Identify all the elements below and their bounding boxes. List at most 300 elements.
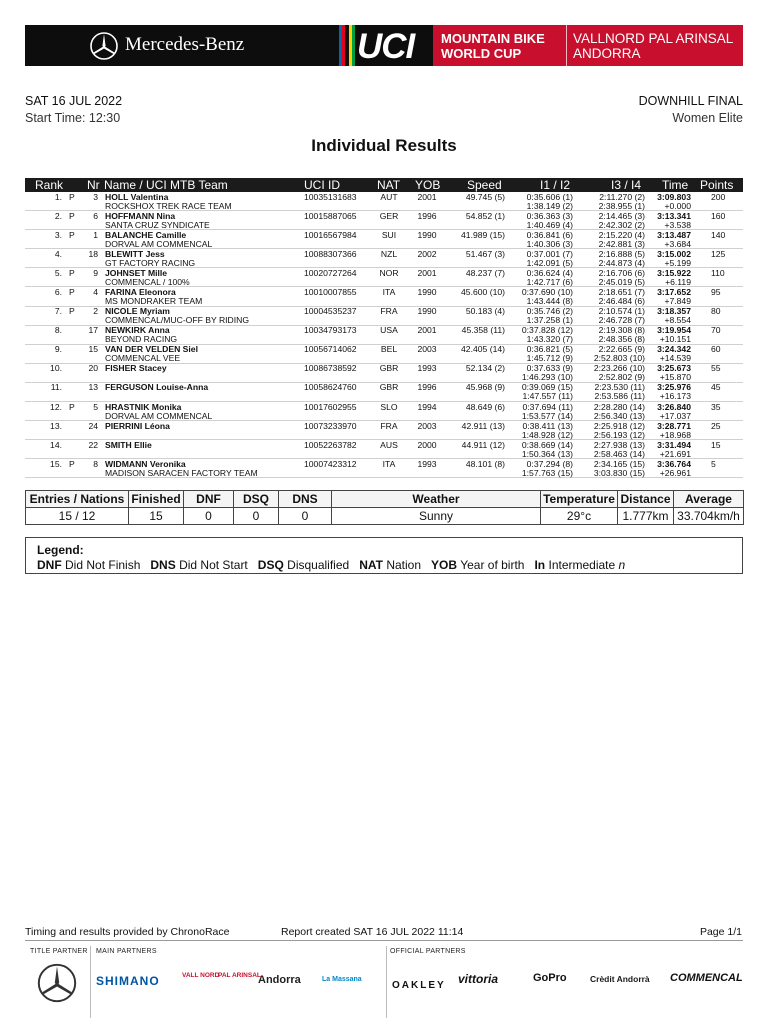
cell-uci-id: 10020727264 (304, 267, 357, 278)
cell-name: HOLL Valentina (105, 191, 169, 202)
page-title: Individual Results (311, 136, 457, 155)
vallnord-logo: VALL NORD (182, 972, 220, 979)
cell-i3: 2:23.530 (11) (594, 382, 645, 393)
cell-i1: 0:38.669 (14) (521, 439, 573, 450)
cell-points: 45 (711, 382, 721, 393)
cell-p: P (69, 306, 75, 317)
cell-i4: 3:03.830 (15) (593, 467, 645, 478)
cell-nr: 24 (88, 420, 98, 431)
cell-team: COMMENCAL/MUC-OFF BY RIDING (105, 315, 250, 326)
cell-uci-id: 10052263782 (304, 439, 357, 450)
cell-i4: 2:42.881 (3) (598, 238, 645, 249)
cell-rank: 4. (54, 248, 62, 259)
cell-time: 3:15.922 (657, 267, 691, 278)
cell-name: JOHNSET Mille (105, 267, 168, 278)
results-table (25, 192, 743, 478)
cell-name: BLEWITT Jess (105, 248, 165, 259)
cell-gap: +8.554 (664, 315, 691, 326)
cell-time: 3:17.652 (657, 286, 691, 297)
race-date: SAT 16 JUL 2022 (25, 94, 123, 108)
cell-nr: 20 (88, 363, 98, 374)
sponsor-name: Mercedes-Benz (125, 34, 245, 55)
cell-rank: 2. (54, 210, 62, 221)
event-name (433, 25, 566, 66)
stats-header: Weather (332, 491, 541, 508)
col-nr: Nr (87, 178, 100, 192)
table-row (25, 287, 743, 306)
cell-rank: 11. (50, 382, 62, 393)
table-row (25, 402, 743, 421)
cell-points: 140 (711, 229, 726, 240)
cell-i2: 1:48.928 (12) (521, 429, 573, 440)
cell-gap: +16.173 (659, 391, 691, 402)
commencal-logo: COMMENCAL (670, 972, 743, 984)
stats-temperature: 29°c (541, 508, 618, 525)
cell-i2: 1:57.763 (15) (521, 467, 573, 478)
col-nat: NAT (377, 178, 401, 192)
event-venue (566, 25, 743, 66)
start-time: Start Time: 12:30 (25, 111, 121, 125)
cell-rank: 7. (54, 306, 62, 317)
cell-yob: 2000 (417, 439, 437, 450)
legend-desc: Nation (386, 558, 422, 572)
cell-yob: 1990 (417, 229, 437, 240)
cell-time: 3:31.494 (657, 439, 691, 450)
cell-p: P (69, 229, 75, 240)
cell-i2: 1:38.149 (2) (526, 200, 573, 211)
cell-gap: +3.684 (664, 238, 691, 249)
cell-team: ROCKSHOX TREK RACE TEAM (105, 200, 232, 211)
cell-i1: 0:36.841 (6) (526, 229, 573, 240)
cell-i3: 2:11.270 (2) (599, 191, 645, 202)
official-partners-label: OFFICIAL PARTNERS (390, 948, 466, 955)
timing-credit: Timing and results provided by ChronoRace (25, 926, 230, 938)
cell-speed: 54.852 (1) (465, 210, 505, 221)
cell-yob: 2003 (417, 344, 437, 355)
cell-speed: 45.600 (10) (461, 286, 505, 297)
cell-team: DORVAL AM COMMENCAL (105, 410, 213, 421)
col-yob: YOB (415, 178, 441, 192)
cell-yob: 1993 (417, 363, 437, 374)
title-partner-label: TITLE PARTNER (30, 948, 88, 955)
venue-line2: ANDORRA (573, 46, 641, 61)
cell-team: DORVAL AM COMMENCAL (105, 238, 213, 249)
cell-i2: 1:42.091 (5) (526, 257, 573, 268)
col-points: Points (700, 178, 734, 192)
stats-finished: 15 (129, 508, 184, 525)
cell-i3: 2:10.574 (1) (598, 306, 645, 317)
cell-i2: 1:50.364 (13) (521, 448, 573, 459)
table-row (25, 249, 743, 268)
cell-gap: +14.539 (659, 353, 691, 364)
cell-uci-id: 10086738592 (304, 363, 357, 374)
cell-points: 60 (711, 344, 721, 355)
cell-uci-id: 10017602955 (304, 401, 357, 412)
cell-i1: 0:37.633 (9) (526, 363, 573, 374)
cell-i4: 2:52.803 (10) (593, 353, 645, 364)
cell-nat: SUI (381, 229, 397, 240)
cell-points: 125 (711, 248, 726, 259)
cell-i3: 2:16.706 (6) (598, 267, 645, 278)
cell-i1: 0:37.294 (8) (526, 458, 573, 469)
shimano-logo: SHIMANO (96, 974, 160, 988)
credit-andorra-logo: Crèdit Andorrà (590, 974, 650, 984)
cell-rank: 9. (54, 344, 62, 355)
cell-i3: 2:22.665 (9) (598, 344, 645, 355)
cell-nat: NOR (379, 267, 399, 278)
col-uci-id: UCI ID (304, 178, 340, 192)
table-row (25, 230, 743, 249)
legend-suffix: n (618, 558, 626, 572)
cell-speed: 48.649 (6) (465, 401, 505, 412)
cell-team: MADISON SARACEN FACTORY TEAM (105, 467, 258, 478)
cell-nat: BEL (380, 344, 398, 355)
stats-weather: Sunny (332, 508, 541, 525)
cell-nat: FRA (380, 420, 398, 431)
cell-name: HOFFMANN Nina (105, 210, 176, 221)
cell-i4: 2:44.873 (4) (598, 257, 645, 268)
stats-dsq: 0 (234, 508, 279, 525)
col-time: Time (662, 178, 689, 192)
col-speed: Speed (467, 178, 502, 192)
cell-nat: GBR (379, 382, 399, 393)
cell-name: FISHER Stacey (105, 363, 167, 374)
cell-rank: 15. (50, 458, 62, 469)
cell-rank: 5. (54, 267, 62, 278)
cell-name: HRASTNIK Monika (105, 401, 182, 412)
cell-i1: 0:35.746 (2) (526, 306, 573, 317)
cell-uci-id: 10010007855 (304, 286, 357, 297)
cell-nr: 13 (88, 382, 98, 393)
cell-gap: +21.691 (659, 448, 691, 459)
cell-nr: 22 (88, 439, 98, 450)
cell-speed: 42.911 (13) (461, 420, 505, 431)
cell-gap: +6.119 (665, 276, 691, 287)
cell-speed: 42.405 (14) (461, 344, 505, 355)
cell-i3: 2:28.280 (14) (593, 401, 645, 412)
page-number: Page 1/1 (699, 926, 742, 938)
cell-gap: +17.037 (659, 410, 691, 421)
cell-name: SMITH Ellie (105, 439, 152, 450)
stats-dns: 0 (279, 508, 332, 525)
cell-time: 3:13.487 (657, 229, 691, 240)
cell-name: NEWKIRK Anna (105, 325, 170, 336)
cell-rank: 3. (54, 229, 62, 240)
cell-yob: 1996 (417, 382, 437, 393)
cell-i3: 2:16.888 (5) (598, 248, 645, 259)
col-rank: Rank (35, 178, 64, 192)
cell-i1: 0:39.069 (15) (521, 382, 573, 393)
cell-i2: 1:46.293 (10) (521, 372, 573, 383)
stats-header: Temperature (541, 491, 618, 508)
cell-i2: 1:40.469 (4) (526, 219, 573, 230)
cell-i4: 2:53.586 (11) (594, 391, 645, 402)
cell-gap: +26.961 (659, 467, 691, 478)
cell-nat: AUS (380, 439, 398, 450)
event-name-line2: WORLD CUP (441, 46, 522, 61)
race-name: DOWNHILL FINAL (638, 94, 743, 108)
cell-i4: 2:58.463 (14) (593, 448, 645, 459)
footer-divider (25, 940, 743, 941)
cell-nat: AUT (380, 191, 398, 202)
table-row (25, 268, 743, 287)
oakley-logo: OAKLEY (392, 980, 446, 991)
stats-header-row (26, 491, 744, 508)
cell-points: 80 (711, 306, 721, 317)
cell-points: 95 (711, 286, 721, 297)
report-created: Report created SAT 16 JUL 2022 11:14 (281, 926, 464, 938)
vittoria-logo: vittoria (458, 972, 499, 986)
table-row (25, 326, 743, 345)
cell-rank: 10. (50, 363, 62, 374)
cell-nat: FRA (380, 306, 398, 317)
partner-divider (90, 946, 91, 1018)
mercedes-star-icon (36, 962, 78, 1004)
cell-name: BALANCHE Camille (105, 229, 187, 240)
cell-gap: +3.538 (664, 219, 691, 230)
cell-i3: 2:15.220 (4) (598, 229, 645, 240)
cell-yob: 2002 (417, 248, 437, 259)
cell-speed: 41.989 (15) (461, 229, 505, 240)
cell-i2: 1:47.557 (11) (522, 391, 573, 402)
legend-desc: Disqualified (287, 558, 350, 572)
table-row (25, 345, 743, 364)
cell-i4: 2:52.802 (9) (598, 372, 645, 383)
cell-name: NICOLE Myriam (105, 306, 170, 317)
cell-i1: 0:38.411 (13) (522, 420, 573, 431)
cell-i2: 1:40.306 (3) (526, 238, 573, 249)
legend-abbr: In (534, 558, 546, 572)
cell-i1: 0:36.363 (3) (526, 210, 573, 221)
cell-time: 3:25.976 (657, 382, 691, 393)
cell-speed: 45.358 (11) (461, 325, 505, 336)
cell-points: 35 (711, 401, 721, 412)
cell-uci-id: 10016567984 (304, 229, 357, 240)
la-massana-logo: La Massana (322, 976, 362, 983)
cell-yob: 2001 (417, 191, 437, 202)
cell-gap: +10.151 (659, 334, 691, 345)
cell-nr: 4 (93, 286, 98, 297)
stats-header: DSQ (234, 491, 279, 508)
results-header (25, 178, 743, 192)
stats-header: Average (674, 491, 744, 508)
legend-desc: Did Not Finish (65, 558, 141, 572)
cell-time: 3:18.357 (657, 306, 691, 317)
cell-time: 3:28.771 (657, 420, 691, 431)
table-row (25, 459, 743, 478)
cell-name: VAN DER VELDEN Siel (105, 344, 198, 355)
cell-time: 3:25.673 (657, 363, 691, 374)
cell-uci-id: 10034793173 (304, 325, 357, 336)
cell-i1: 0:37.001 (7) (526, 248, 573, 259)
cell-i1: 0:36.821 (5) (526, 344, 573, 355)
cell-nr: 9 (93, 267, 98, 278)
cell-points: 110 (711, 267, 725, 278)
cell-rank: 6. (54, 286, 62, 297)
cell-i3: 2:34.165 (15) (593, 458, 645, 469)
cell-gap: +5.199 (664, 257, 691, 268)
uci-logo: UCI (357, 27, 415, 66)
cell-nat: USA (380, 325, 398, 336)
cell-i1: 0:37.694 (11) (522, 401, 573, 412)
cell-gap: +7.849 (664, 295, 691, 306)
legend-abbr: DSQ (257, 558, 284, 572)
table-row (25, 307, 743, 326)
cell-points: 160 (711, 210, 726, 221)
cell-team: BEYOND RACING (105, 334, 178, 345)
cell-speed: 45.968 (9) (465, 382, 505, 393)
col-name: Name / UCI MTB Team (104, 178, 228, 192)
cell-i2: 1:43.320 (7) (526, 334, 573, 345)
cell-nr: 3 (93, 191, 98, 202)
cell-uci-id: 10015887065 (304, 210, 357, 221)
cell-nr: 5 (93, 401, 98, 412)
cell-uci-id: 10056714062 (304, 344, 357, 355)
cell-p: P (69, 267, 75, 278)
cell-name: FERGUSON Louise-Anna (105, 382, 209, 393)
cell-nr: 17 (88, 325, 98, 336)
cell-i3: 2:14.465 (3) (598, 210, 645, 221)
stats-header: Entries / Nations (26, 491, 129, 508)
legend-items (37, 558, 625, 572)
cell-team: SANTA CRUZ SYNDICATE (105, 219, 210, 230)
cell-gap: +18.968 (659, 429, 691, 440)
cell-time: 3:13.341 (657, 210, 691, 221)
cell-gap: +0.000 (664, 200, 691, 211)
cell-speed: 52.134 (2) (465, 363, 505, 374)
cell-team: COMMENCAL VEE (105, 353, 181, 364)
cell-nr: 2 (93, 306, 98, 317)
legend-abbr: NAT (359, 558, 383, 572)
cell-nat: GBR (379, 363, 399, 374)
cell-gap: +15.870 (659, 372, 691, 383)
cell-i4: 2:46.728 (7) (598, 315, 645, 326)
table-row (25, 421, 743, 440)
legend-abbr: YOB (431, 558, 458, 572)
stats-header: Distance (618, 491, 674, 508)
cell-nat: SLO (380, 401, 398, 412)
cell-speed: 48.101 (8) (465, 458, 505, 469)
cell-i2: 1:37.258 (1) (526, 315, 573, 326)
event-name-line1: MOUNTAIN BIKE (441, 31, 545, 46)
legend-abbr: DNS (150, 558, 176, 572)
cell-speed: 44.911 (12) (461, 439, 505, 450)
cell-yob: 1990 (417, 306, 437, 317)
legend-desc: Did Not Start (179, 558, 248, 572)
cell-nat: ITA (382, 286, 396, 297)
cell-yob: 2001 (417, 325, 437, 336)
cell-rank: 8. (54, 325, 62, 336)
stats-header: Finished (129, 491, 184, 508)
event-banner (25, 25, 743, 66)
cell-nr: 1 (93, 229, 98, 240)
cell-time: 3:24.342 (657, 344, 691, 355)
cell-i3: 2:18.651 (7) (598, 286, 645, 297)
cell-rank: 1. (54, 191, 62, 202)
cell-p: P (69, 191, 75, 202)
cell-i2: 1:43.444 (8) (526, 295, 573, 306)
race-stats-table (25, 490, 744, 525)
table-row (25, 440, 743, 459)
stats-header: DNF (184, 491, 234, 508)
cell-i4: 2:38.955 (1) (598, 200, 645, 211)
cell-i1: 0:36.624 (4) (526, 267, 573, 278)
uci-rainbow-stripes (339, 25, 355, 66)
cell-time: 3:26.840 (657, 401, 691, 412)
cell-points: 25 (711, 420, 721, 431)
stats-distance: 1.777km (618, 508, 674, 525)
cell-i3: 2:19.308 (8) (598, 325, 645, 336)
cell-nat: NZL (380, 248, 398, 259)
stats-value-row (26, 508, 744, 525)
cell-i1: 0:37.690 (10) (521, 286, 573, 297)
andorra-logo: Andorra (258, 974, 301, 986)
cell-i3: 2:27.938 (13) (593, 439, 645, 450)
cell-time: 3:36.764 (657, 458, 691, 469)
table-row (25, 211, 743, 230)
cell-nat: GER (379, 210, 399, 221)
cell-rank: 13. (50, 420, 62, 431)
cell-i4: 2:42.302 (2) (598, 219, 645, 230)
cell-points: 5 (711, 458, 716, 469)
cell-speed: 51.467 (3) (465, 248, 505, 259)
race-category: Women Elite (672, 111, 743, 125)
legend-box (25, 537, 743, 574)
cell-rank: 12. (50, 401, 62, 412)
cell-uci-id: 10073233970 (304, 420, 357, 431)
cell-points: 55 (711, 363, 721, 374)
cell-points: 15 (711, 439, 721, 450)
cell-p: P (69, 401, 75, 412)
partner-divider (386, 946, 387, 1018)
cell-i2: 1:53.577 (14) (521, 410, 573, 421)
cell-team: GT FACTORY RACING (105, 257, 196, 268)
table-row (25, 383, 743, 402)
stats-entries: 15 / 12 (26, 508, 129, 525)
cell-uci-id: 10004535237 (304, 306, 357, 317)
cell-time: 3:19.954 (657, 325, 691, 336)
cell-i2: 1:45.712 (9) (526, 353, 573, 364)
legend-title: Legend: (37, 543, 84, 557)
cell-i3: 2:23.266 (10) (593, 363, 645, 374)
cell-team: MS MONDRAKER TEAM (105, 295, 203, 306)
cell-speed: 48.237 (7) (465, 267, 505, 278)
cell-nat: ITA (382, 458, 396, 469)
cell-i4: 2:46.484 (6) (598, 295, 645, 306)
cell-yob: 1993 (417, 458, 437, 469)
col-i1-i2: I1 / I2 (540, 178, 571, 192)
cell-yob: 2001 (417, 267, 437, 278)
cell-nr: 18 (88, 248, 98, 259)
legend-desc: Intermediate (548, 558, 616, 572)
cell-name: FARINA Eleonora (105, 286, 176, 297)
cell-uci-id: 10088307366 (304, 248, 357, 259)
venue-line1: VALLNORD PAL ARINSAL (573, 31, 734, 46)
stats-header: DNS (279, 491, 332, 508)
cell-uci-id: 10058624760 (304, 382, 357, 393)
cell-name: WIDMANN Veronika (105, 458, 186, 469)
table-row (25, 364, 743, 383)
cell-nr: 15 (88, 344, 98, 355)
legend-abbr: DNF (37, 558, 62, 572)
cell-team: COMMENCAL / 100% (105, 276, 190, 287)
gopro-logo: GoPro (533, 972, 567, 984)
cell-speed: 49.745 (5) (465, 191, 505, 202)
cell-points: 70 (711, 325, 721, 336)
cell-yob: 1996 (417, 210, 437, 221)
cell-uci-id: 10007423312 (304, 458, 357, 469)
stats-dnf: 0 (184, 508, 234, 525)
